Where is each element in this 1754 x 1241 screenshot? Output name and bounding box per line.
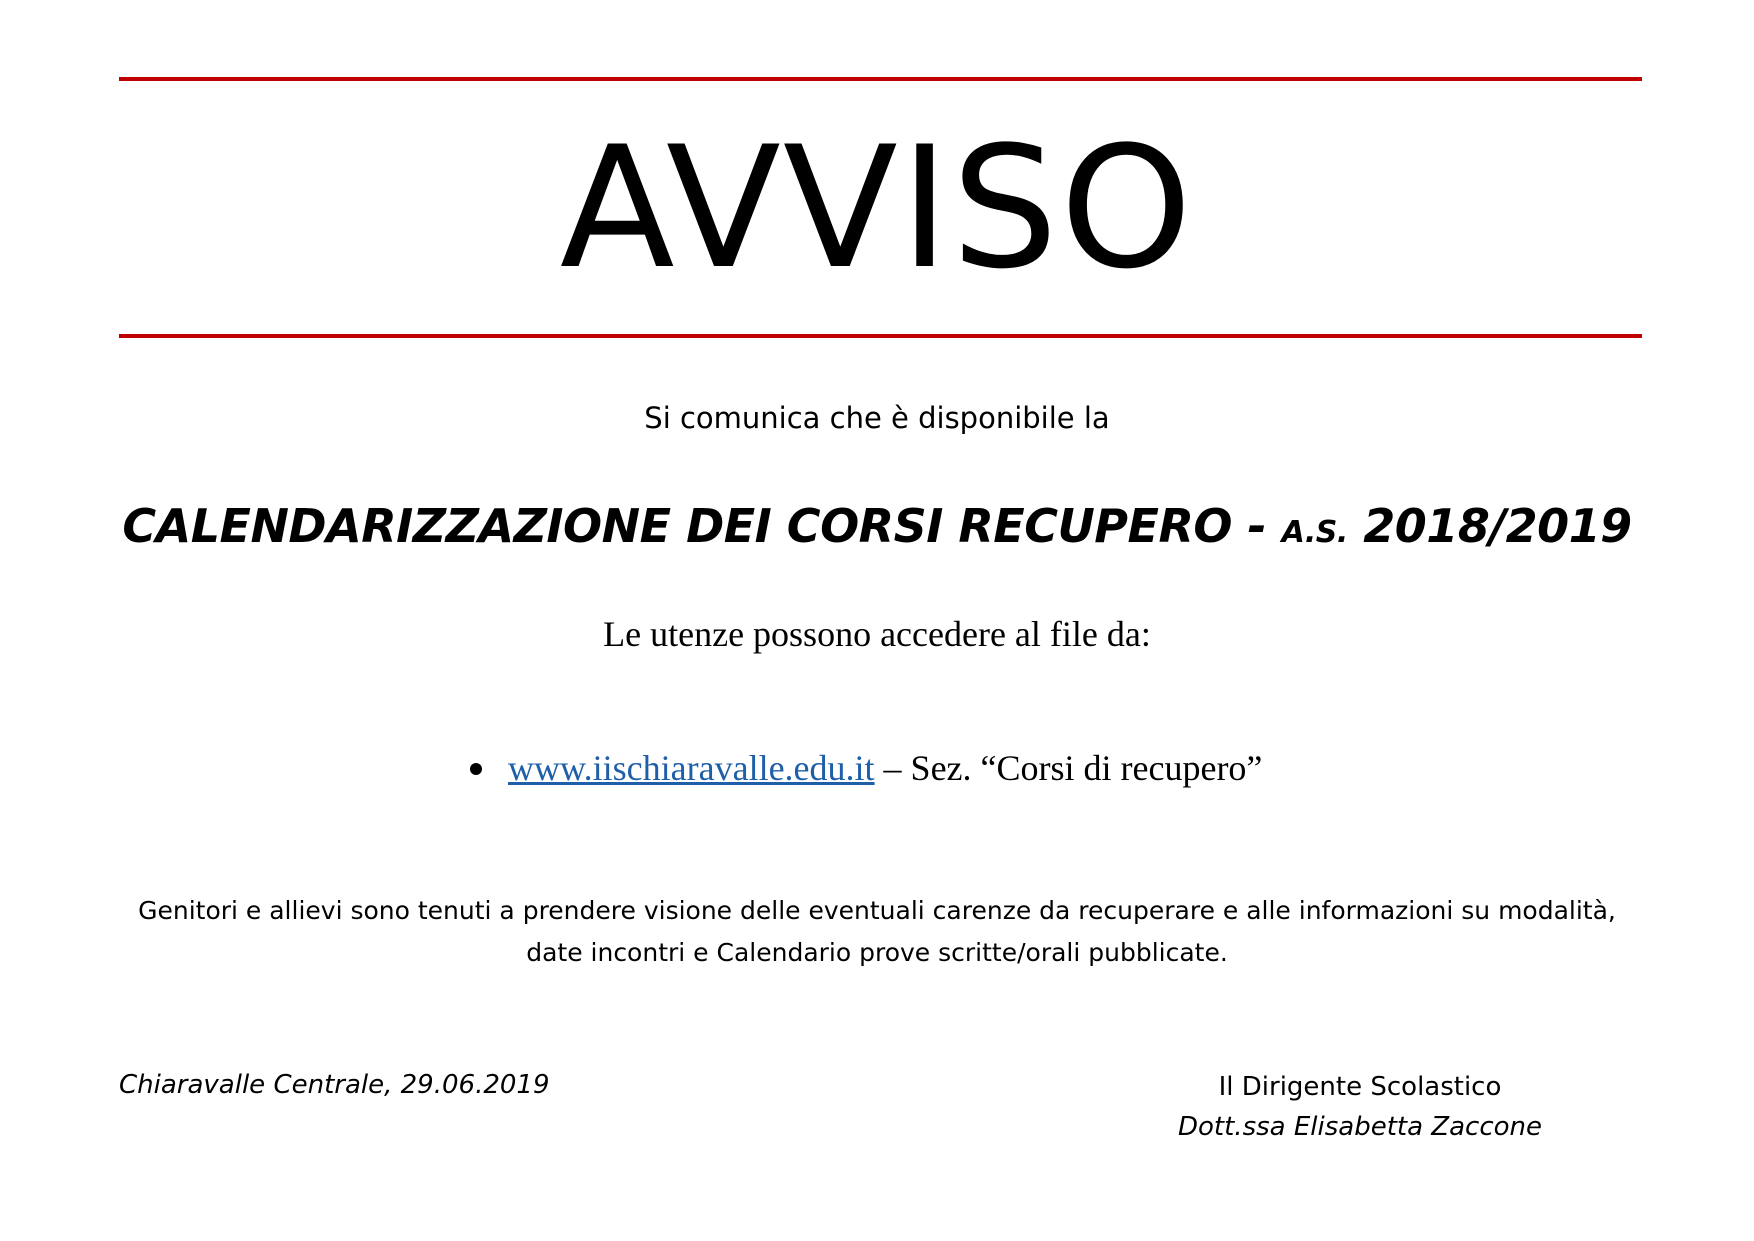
intro-text: Si comunica che è disponibile la [644, 401, 1110, 435]
signature-block [1150, 1067, 1570, 1147]
section-text: – Sez. “Corsi di recupero” [874, 748, 1263, 788]
headline [0, 496, 1754, 563]
bottom-divider [119, 334, 1642, 338]
top-divider [119, 77, 1642, 81]
access-text: Le utenze possono accedere al file da: [603, 614, 1151, 654]
headline-main: CALENDARIZZAZIONE DEI CORSI RECUPERO - [122, 499, 1282, 553]
notice-line-1: Genitori e allievi sono tenuti a prendere visione delle eventuali carenze da recuperare e alle informazioni su modalità, [138, 896, 1616, 925]
notice-paragraph [0, 890, 1754, 974]
signature-role: Il Dirigente Scolastico [1218, 1072, 1502, 1102]
website-link[interactable]: www.iischiaravalle.edu.it [508, 748, 875, 788]
page-title: AVVISO [559, 110, 1195, 306]
place-date: Chiaravalle Centrale, 29.06.2019 [119, 1070, 550, 1100]
bullet-icon [470, 763, 482, 775]
notice-line-2: date incontri e Calendario prove scritte/orali pubblicate. [526, 938, 1228, 967]
signature-name: Dott.ssa Elisabetta Zaccone [1177, 1112, 1543, 1142]
list-item [470, 746, 1262, 790]
headline-school-year-abbr: A.S. [1281, 515, 1348, 550]
headline-year: 2018/2019 [1347, 499, 1632, 553]
